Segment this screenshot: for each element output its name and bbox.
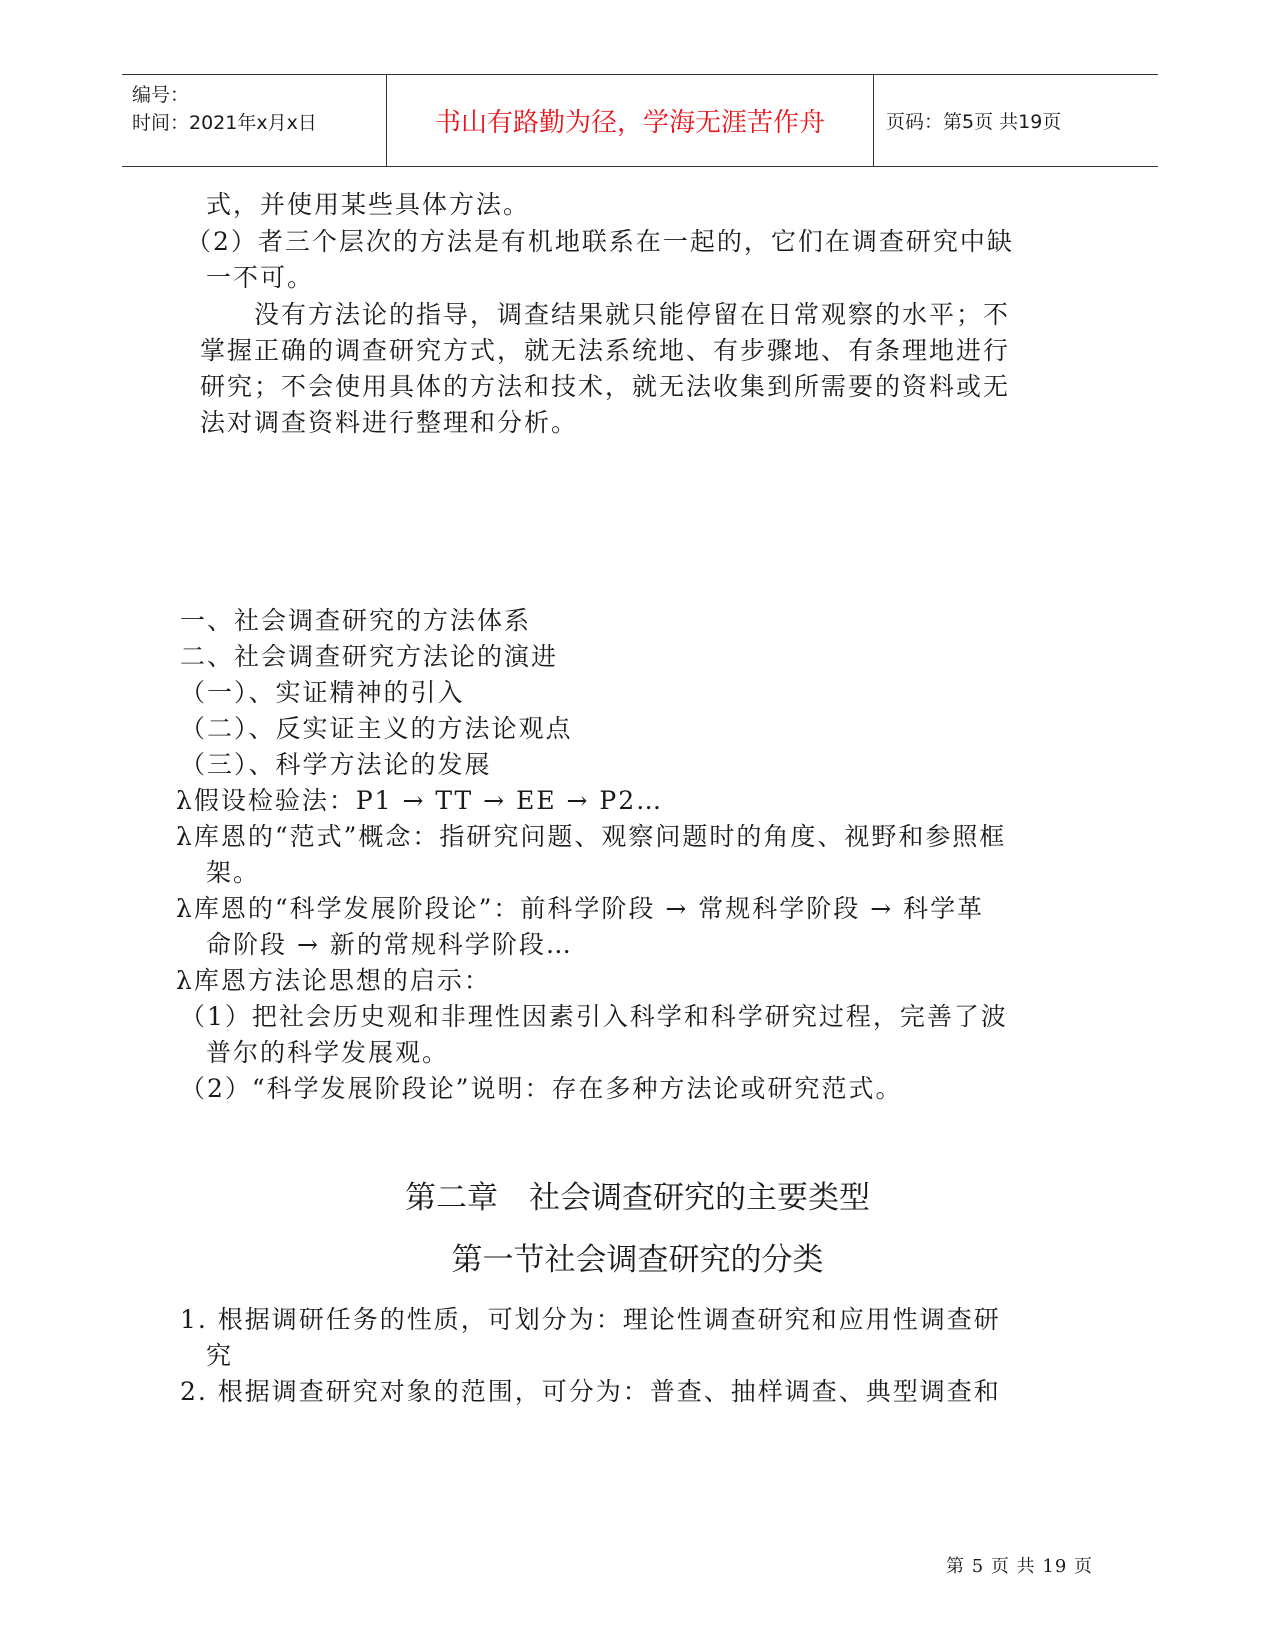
text-line: （2）“科学发展阶段论”说明：存在多种方法论或研究范式。: [180, 1074, 903, 1103]
text-line: 研究；不会使用具体的方法和技术，就无法收集到所需要的资料或无: [200, 372, 1011, 401]
text-line: 普尔的科学发展观。: [206, 1038, 450, 1067]
text-line: λ库恩的“范式”概念：指研究问题、观察问题时的角度、视野和参照框: [176, 822, 1007, 851]
header-motto: 书山有路勤为径，学海无涯苦作舟: [386, 75, 874, 166]
text-line: （一）、实证精神的引入: [180, 678, 465, 707]
page-header: [122, 74, 1158, 167]
text-line: λ库恩方法论思想的启示：: [176, 966, 491, 995]
text-line: 架。: [206, 858, 261, 887]
page-footer: 第 5 页 共 19 页: [946, 1556, 1093, 1577]
text-line: （二）、反实证主义的方法论观点: [180, 714, 573, 743]
text-line: 一、社会调查研究的方法体系: [180, 606, 532, 635]
text-line: 没有方法论的指导，调查结果就只能停留在日常观察的水平；不: [254, 300, 1011, 329]
list-item: 1. 根据调研任务的性质，可划分为：理论性调查研究和应用性调查研: [180, 1305, 1001, 1334]
list-item: 2. 根据调查研究对象的范围，可分为：普查、抽样调查、典型调查和: [180, 1377, 1001, 1406]
text-line: 式，并使用某些具体方法。: [206, 190, 531, 219]
list-item: 究: [206, 1341, 234, 1370]
chapter-title: 第二章 社会调查研究的主要类型: [405, 1180, 870, 1216]
text-line: （2）者三个层次的方法是有机地联系在一起的，它们在调查研究中缺: [186, 227, 1014, 256]
text-line: λ库恩的“科学发展阶段论”：前科学阶段 → 常规科学阶段 → 科学革: [176, 894, 985, 923]
text-line: （三）、科学方法论的发展: [180, 750, 492, 779]
text-line: 命阶段 → 新的常规科学阶段…: [206, 930, 573, 959]
text-line: （1）把社会历史观和非理性因素引入科学和科学研究过程，完善了波: [180, 1002, 1008, 1031]
text-line: 二、社会调查研究方法论的演进: [180, 642, 559, 671]
section-title: 第一节社会调查研究的分类: [451, 1242, 824, 1278]
text-line: λ假设检验法：P1 → TT → EE → P2…: [176, 786, 664, 815]
text-line: 一不可。: [206, 263, 315, 292]
number-label: 编号：: [132, 84, 190, 106]
text-line: 掌握正确的调查研究方式，就无法系统地、有步骤地、有条理地进行: [200, 336, 1011, 365]
text-line: 法对调查资料进行整理和分析。: [200, 408, 579, 437]
header-meta: [122, 75, 386, 166]
header-page-info: 页码：第5页 共19页: [886, 111, 1062, 133]
time-label: 时间：2021年x月x日: [132, 112, 317, 134]
